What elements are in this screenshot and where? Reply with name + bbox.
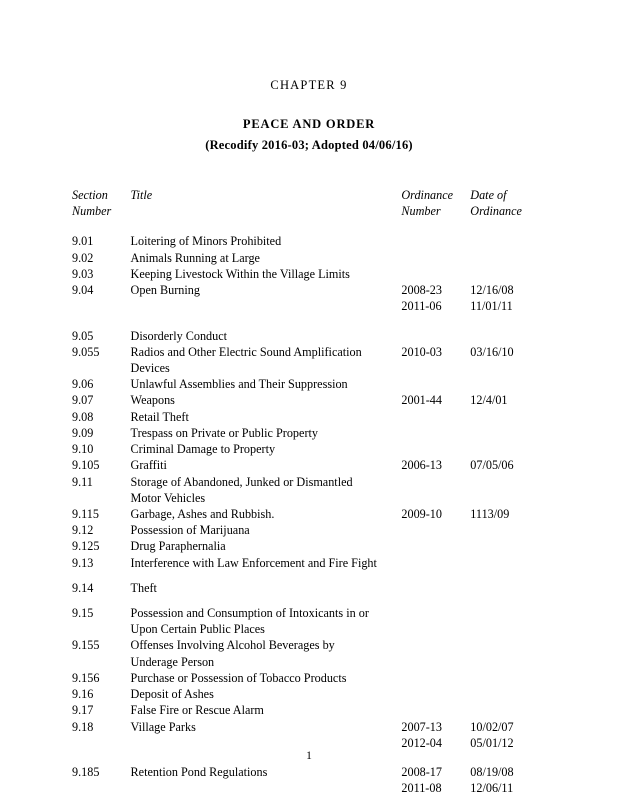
table-header-row-2 [72, 203, 546, 233]
table-row[interactable] [72, 605, 546, 621]
row-title: Disorderly Conduct [130, 328, 228, 343]
row-spacer [72, 571, 546, 580]
row-ordinance [401, 490, 470, 506]
row-title [131, 735, 402, 751]
row-ordinance [401, 637, 470, 653]
row-date: 03/16/10 [470, 344, 514, 359]
row-title: Retail Theft [130, 409, 189, 424]
row-spacer [72, 596, 546, 605]
row-title: Loitering of Minors Prohibited [130, 234, 282, 249]
table-row[interactable] [72, 719, 546, 735]
header-section: Section [72, 188, 108, 202]
table-row[interactable] [72, 637, 546, 653]
row-section: 9.12 [72, 523, 94, 538]
row-ordinance: 2010-03 [401, 344, 442, 359]
row-ordinance [401, 654, 470, 670]
row-title: Possession of Marijuana [130, 523, 250, 538]
table-row[interactable] [72, 376, 546, 392]
row-title: Offenses Involving Alcohol Beverages by [130, 638, 335, 653]
row-date [470, 441, 546, 457]
row-section: 9.155 [72, 638, 100, 653]
row-title: Weapons [130, 393, 175, 408]
table-row[interactable] [72, 686, 546, 702]
row-title: Village Parks [130, 719, 196, 734]
row-date: 08/19/08 [470, 765, 514, 779]
table-row[interactable] [72, 522, 546, 538]
row-date: 12/4/01 [470, 393, 508, 408]
table-row[interactable] [72, 474, 546, 490]
row-section: 9.05 [72, 328, 94, 343]
row-section [72, 735, 131, 751]
row-date [470, 538, 546, 554]
row-section: 9.04 [72, 283, 94, 298]
row-section: 9.10 [72, 442, 94, 457]
table-row[interactable] [72, 360, 546, 376]
row-ordinance [401, 441, 470, 457]
row-section: 9.16 [72, 687, 94, 702]
row-title: Garbage, Ashes and Rubbish. [130, 506, 275, 521]
row-spacer [72, 315, 546, 328]
row-ordinance [401, 605, 470, 621]
row-section: 9.105 [72, 458, 100, 473]
row-date [470, 605, 546, 621]
row-ordinance [401, 250, 470, 266]
row-date [470, 409, 546, 425]
row-section: 9.125 [72, 539, 100, 554]
row-ordinance: 2011-06 [401, 299, 442, 314]
table-row[interactable] [72, 580, 546, 596]
table-row[interactable] [72, 764, 546, 780]
row-title: Theft [130, 580, 157, 595]
row-date [470, 474, 546, 490]
row-date [470, 654, 546, 670]
row-date: 05/01/12 [470, 735, 514, 750]
header-title-line2 [131, 203, 402, 233]
row-section: 9.11 [72, 474, 93, 489]
row-ordinance [401, 474, 470, 490]
row-date [470, 522, 546, 538]
row-section: 9.03 [72, 266, 94, 281]
row-date [470, 637, 546, 653]
row-ordinance [401, 522, 470, 538]
row-section: 9.17 [72, 703, 94, 718]
header-ordinance: Ordinance [401, 188, 454, 202]
row-title: Criminal Damage to Property [130, 442, 276, 457]
row-date [470, 360, 546, 376]
row-date: 11/01/11 [470, 299, 513, 314]
row-section: 9.09 [72, 425, 94, 440]
row-ordinance [401, 686, 470, 702]
row-ordinance: 2001-44 [401, 393, 442, 408]
row-title: Devices [130, 360, 170, 375]
row-section: 9.07 [72, 393, 94, 408]
table-row[interactable] [72, 441, 546, 457]
row-title: Drug Paraphernalia [130, 539, 226, 554]
row-title: Radios and Other Electric Sound Amplification [130, 344, 362, 359]
table-row[interactable] [72, 298, 546, 314]
page-title: PEACE AND ORDER [242, 117, 376, 131]
row-section: 9.055 [72, 344, 100, 359]
row-section: 9.15 [72, 606, 94, 621]
row-ordinance [401, 409, 470, 425]
table-of-contents [72, 187, 546, 796]
table-row[interactable] [72, 266, 546, 282]
row-ordinance [401, 233, 470, 249]
row-ordinance [401, 360, 470, 376]
row-date: 12/16/08 [470, 283, 514, 298]
row-title: Possession and Consumption of Intoxicants in or [130, 606, 369, 621]
row-ordinance: 2008-17 [401, 765, 442, 779]
row-ordinance [401, 702, 470, 718]
row-date [470, 702, 546, 718]
table-row[interactable] [72, 780, 546, 796]
row-date: 07/05/06 [470, 458, 514, 473]
table-row[interactable] [72, 457, 546, 473]
table-row[interactable] [72, 555, 546, 571]
row-date: 12/06/11 [470, 781, 514, 796]
table-row[interactable] [72, 233, 546, 249]
table-row[interactable] [72, 282, 546, 298]
row-title [131, 298, 402, 314]
row-ordinance: 2007-13 [401, 719, 442, 734]
row-title: Motor Vehicles [130, 490, 206, 505]
row-section [72, 490, 131, 506]
row-ordinance: 2008-23 [401, 283, 442, 298]
table-row[interactable] [72, 328, 546, 344]
row-date [470, 233, 546, 249]
row-section: 9.185 [72, 765, 100, 779]
row-section [72, 298, 131, 314]
row-date: 10/02/07 [470, 719, 514, 734]
row-ordinance [401, 328, 470, 344]
row-section: 9.08 [72, 409, 94, 424]
table-row[interactable] [72, 670, 546, 686]
row-section: 9.06 [72, 377, 94, 392]
row-title: Purchase or Possession of Tobacco Products [130, 670, 347, 685]
table-row[interactable] [72, 409, 546, 425]
row-ordinance [401, 538, 470, 554]
table-header-row-1 [72, 187, 546, 203]
row-title: Upon Certain Public Places [130, 622, 265, 637]
row-date [470, 580, 546, 596]
row-ordinance: 2011-08 [401, 781, 442, 796]
row-title: Graffiti [130, 458, 167, 473]
row-section: 9.115 [72, 506, 99, 521]
row-date [470, 376, 546, 392]
row-ordinance: 2006-13 [401, 458, 442, 473]
header-date: Date of [470, 188, 507, 202]
row-title: Animals Running at Large [130, 250, 260, 265]
row-date [470, 670, 546, 686]
table-row[interactable] [72, 538, 546, 554]
row-title: Trespass on Private or Public Property [130, 425, 318, 440]
row-section [72, 654, 131, 670]
row-section: 9.01 [72, 234, 94, 249]
header-section-line2: Number [72, 204, 112, 219]
row-date [470, 490, 546, 506]
row-title: Unlawful Assemblies and Their Suppression [130, 377, 348, 392]
page-number: 1 [306, 750, 312, 762]
row-title: Retention Pond Regulations [130, 765, 268, 779]
row-date [470, 328, 546, 344]
table-row[interactable] [72, 654, 546, 670]
header-date-line2: Ordinance [470, 204, 522, 219]
table-row[interactable] [72, 702, 546, 718]
row-title: Keeping Livestock Within the Village Limits [130, 266, 350, 281]
row-section: 9.02 [72, 250, 94, 265]
row-date [470, 250, 546, 266]
row-date [470, 621, 546, 637]
row-ordinance [401, 266, 470, 282]
row-title: Storage of Abandoned, Junked or Dismantled [130, 474, 353, 489]
table-row[interactable] [72, 621, 546, 637]
row-ordinance: 2009-10 [401, 506, 442, 521]
row-title: Deposit of Ashes [130, 687, 214, 702]
table-row[interactable] [72, 392, 546, 408]
table-row[interactable] [72, 250, 546, 266]
row-section: 9.156 [72, 670, 100, 685]
row-section: 9.13 [72, 555, 94, 570]
row-title: False Fire or Rescue Alarm [130, 703, 264, 718]
table-row[interactable] [72, 735, 546, 751]
row-ordinance: 2012-04 [401, 735, 442, 750]
row-section: 9.18 [72, 719, 94, 734]
row-title [131, 780, 402, 796]
chapter-label: CHAPTER 9 [270, 78, 348, 92]
row-ordinance [401, 376, 470, 392]
header-ordinance-line2: Number [401, 204, 441, 219]
row-section [72, 780, 131, 796]
table-row[interactable] [72, 425, 546, 441]
row-date: 1113/09 [470, 506, 510, 521]
row-date [470, 266, 546, 282]
row-section [72, 360, 131, 376]
row-section: 9.14 [72, 580, 94, 595]
row-ordinance [401, 621, 470, 637]
row-ordinance [401, 670, 470, 686]
header-title: Title [130, 188, 153, 202]
table-row[interactable] [72, 490, 546, 506]
row-date [470, 555, 546, 571]
row-section [72, 621, 131, 637]
row-date [470, 686, 546, 702]
table-row[interactable] [72, 344, 546, 360]
page-subtitle: (Recodify 2016-03; Adopted 04/06/16) [205, 138, 413, 152]
row-ordinance [401, 580, 470, 596]
table-row[interactable] [72, 506, 546, 522]
row-title: Underage Person [130, 654, 215, 669]
row-date [470, 425, 546, 441]
row-title: Open Burning [130, 283, 200, 298]
row-ordinance [401, 425, 470, 441]
row-title: Interference with Law Enforcement and Fire Fight [130, 555, 377, 570]
row-ordinance [401, 555, 470, 571]
